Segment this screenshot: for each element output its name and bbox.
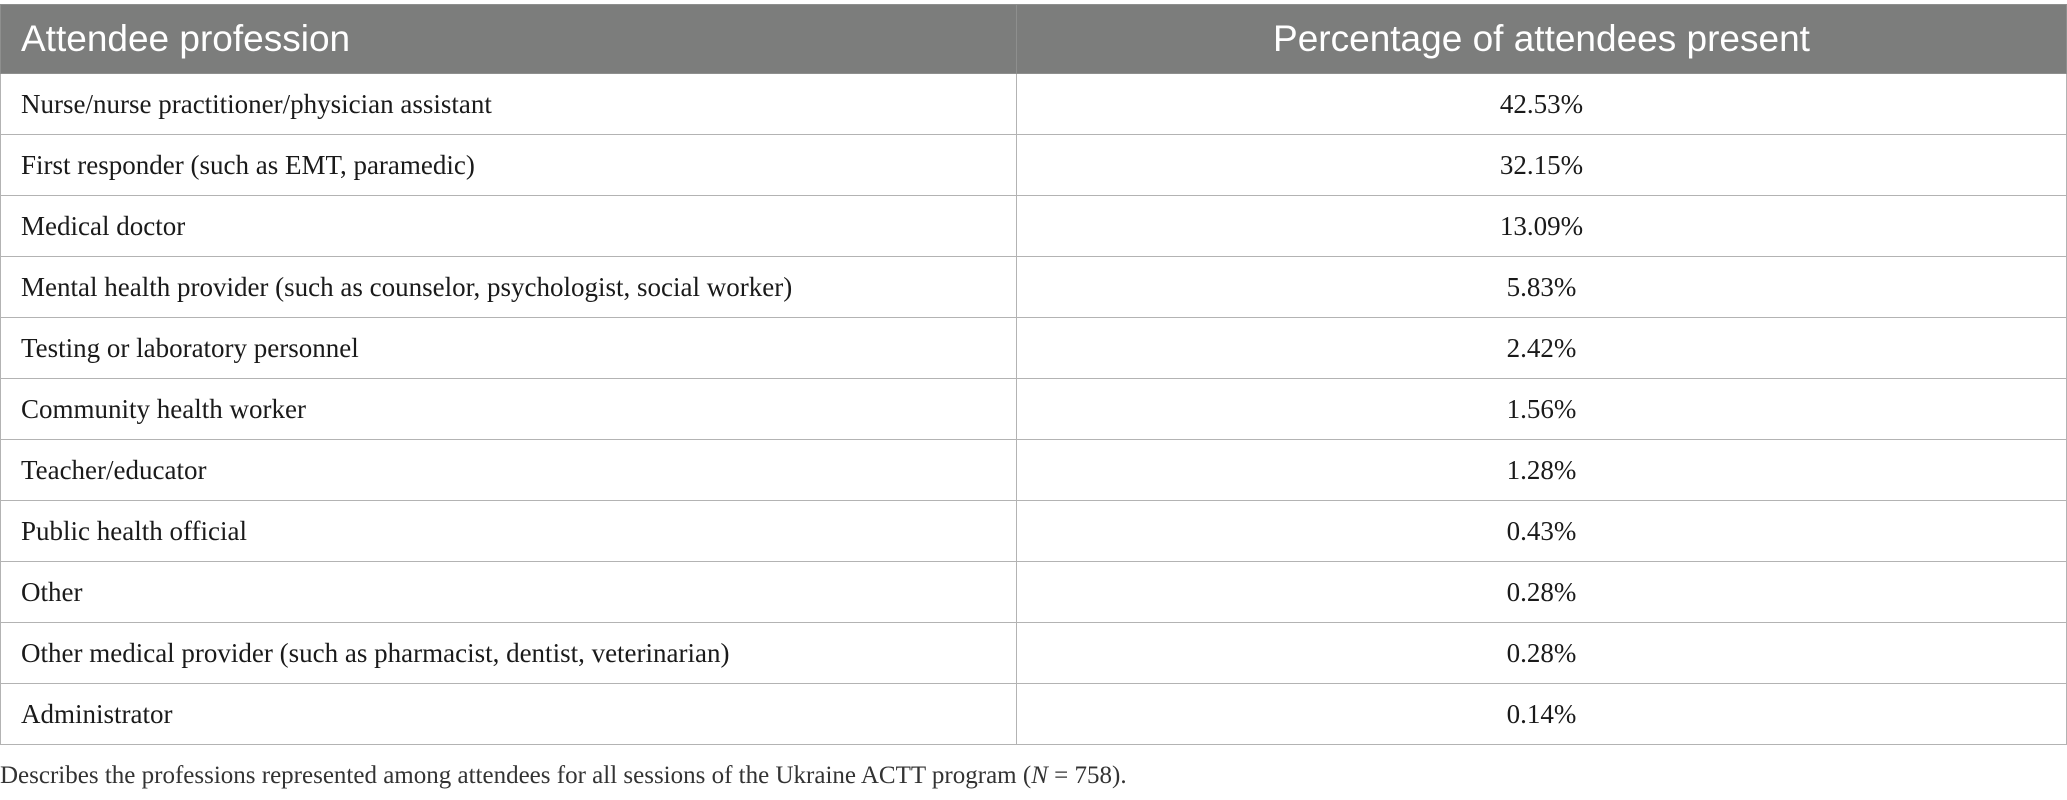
profession-cell: Public health official bbox=[1, 501, 1017, 562]
profession-cell: Nurse/nurse practitioner/physician assistant bbox=[1, 74, 1017, 135]
profession-cell: Administrator bbox=[1, 684, 1017, 745]
header-percentage: Percentage of attendees present bbox=[1017, 5, 2067, 74]
table-row bbox=[1, 684, 2067, 745]
header-profession: Attendee profession bbox=[1, 5, 1017, 74]
table-row bbox=[1, 379, 2067, 440]
profession-cell: Testing or laboratory personnel bbox=[1, 318, 1017, 379]
table-row bbox=[1, 196, 2067, 257]
percentage-cell: 2.42% bbox=[1017, 318, 2067, 379]
table-row bbox=[1, 623, 2067, 684]
profession-cell: Teacher/educator bbox=[1, 440, 1017, 501]
percentage-cell: 0.28% bbox=[1017, 562, 2067, 623]
profession-cell: Other medical provider (such as pharmacist, dentist, veterinarian) bbox=[1, 623, 1017, 684]
percentage-cell: 1.28% bbox=[1017, 440, 2067, 501]
table-body bbox=[1, 74, 2067, 745]
profession-cell: Community health worker bbox=[1, 379, 1017, 440]
table-row bbox=[1, 501, 2067, 562]
percentage-cell: 13.09% bbox=[1017, 196, 2067, 257]
footnote-text-before: Describes the professions represented among attendees for all sessions of the Ukraine ACTT program ( bbox=[0, 762, 1032, 789]
profession-cell: Medical doctor bbox=[1, 196, 1017, 257]
percentage-cell: 1.56% bbox=[1017, 379, 2067, 440]
profession-table bbox=[0, 4, 2067, 745]
table-row bbox=[1, 562, 2067, 623]
profession-cell: First responder (such as EMT, paramedic) bbox=[1, 135, 1017, 196]
percentage-cell: 42.53% bbox=[1017, 74, 2067, 135]
table-row bbox=[1, 440, 2067, 501]
table-row bbox=[1, 74, 2067, 135]
table-header-row bbox=[1, 5, 2067, 74]
profession-cell: Other bbox=[1, 562, 1017, 623]
percentage-cell: 0.43% bbox=[1017, 501, 2067, 562]
table-row bbox=[1, 135, 2067, 196]
table-row bbox=[1, 257, 2067, 318]
percentage-cell: 32.15% bbox=[1017, 135, 2067, 196]
footnote-text-after: = 758). bbox=[1047, 762, 1127, 789]
profession-cell: Mental health provider (such as counselor, psychologist, social worker) bbox=[1, 257, 1017, 318]
percentage-cell: 0.14% bbox=[1017, 684, 2067, 745]
footnote-n-symbol: N bbox=[1031, 762, 1048, 789]
percentage-cell: 0.28% bbox=[1017, 623, 2067, 684]
table-footnote bbox=[0, 762, 1127, 790]
profession-table-container bbox=[0, 4, 2067, 745]
percentage-cell: 5.83% bbox=[1017, 257, 2067, 318]
table-row bbox=[1, 318, 2067, 379]
